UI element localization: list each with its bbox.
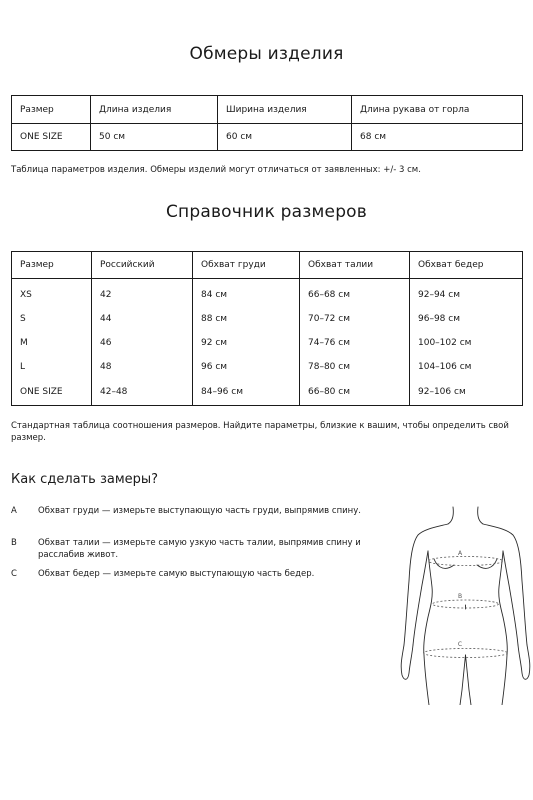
header-cell: Обхват бедер xyxy=(410,252,523,279)
product-measurements-title: Обмеры изделия xyxy=(189,44,344,64)
table-cell: 70–72 см xyxy=(300,307,410,331)
header-cell: Обхват груди xyxy=(193,252,300,279)
torso-left xyxy=(424,551,433,705)
product-measurements-table xyxy=(11,95,523,151)
figure-label-a: A xyxy=(457,550,463,557)
table-header-row xyxy=(12,252,523,279)
table-cell: ONE SIZE xyxy=(12,379,92,406)
table-cell: 92 см xyxy=(193,331,300,355)
measure-letter: A xyxy=(11,506,17,516)
size-guide-title: Справочник размеров xyxy=(165,202,368,222)
table-cell: 48 xyxy=(92,355,193,379)
table-row xyxy=(12,331,523,355)
left-inner-leg xyxy=(460,655,466,705)
table-cell: 96 см xyxy=(193,355,300,379)
table-header-row xyxy=(12,96,523,124)
measure-line-a xyxy=(429,557,503,566)
table-row xyxy=(12,307,523,331)
table-row xyxy=(12,355,523,379)
table-cell: 92–94 см xyxy=(410,279,523,308)
measure-letter: B xyxy=(11,538,17,548)
measure-text: Обхват талии — измерьте самую узкую часть талии, выпрямив спину и расслабив живот. xyxy=(38,538,361,560)
torso-right xyxy=(499,551,508,705)
header-cell: Ширина изделия xyxy=(218,96,352,124)
table-cell: 68 см xyxy=(352,124,523,151)
body-outline-figure xyxy=(398,505,533,705)
table-cell: 74–76 см xyxy=(300,331,410,355)
table-cell: 60 см xyxy=(218,124,352,151)
measure-text: Обхват бедер — измерьте самую выступающую часть бедер. xyxy=(38,569,315,579)
table-cell: 78–80 см xyxy=(300,355,410,379)
table-cell: 50 см xyxy=(91,124,218,151)
table-cell: 104–106 см xyxy=(410,355,523,379)
table-cell: L xyxy=(12,355,92,379)
measure-text: Обхват груди — измерьте выступающую часть груди, выпрямив спину. xyxy=(38,506,361,516)
table-cell: XS xyxy=(12,279,92,308)
chest-left-curve xyxy=(434,559,454,568)
header-cell: Российский xyxy=(92,252,193,279)
header-cell: Размер xyxy=(12,252,92,279)
size-guide-table xyxy=(11,251,523,406)
table-cell: 84 см xyxy=(193,279,300,308)
table-cell: 96–98 см xyxy=(410,307,523,331)
figure-label-b: B xyxy=(457,593,463,600)
header-cell: Длина рукава от горла xyxy=(352,96,523,124)
table-cell: 84–96 см xyxy=(193,379,300,406)
header-cell: Размер xyxy=(12,96,91,124)
table-cell: 46 xyxy=(92,331,193,355)
header-cell: Обхват талии xyxy=(300,252,410,279)
product-measurements-note: Таблица параметров изделия. Обмеры изделий могут отличаться от заявленных: +/- 3 см. xyxy=(11,165,421,175)
right-inner-leg xyxy=(466,655,472,705)
table-cell: 100–102 см xyxy=(410,331,523,355)
table-row xyxy=(12,279,523,308)
how-to-measure-title: Как сделать замеры? xyxy=(11,472,159,487)
measure-letter: C xyxy=(11,569,17,579)
table-row xyxy=(12,124,523,151)
header-cell: Длина изделия xyxy=(91,96,218,124)
table-cell: 42 xyxy=(92,279,193,308)
table-cell: M xyxy=(12,331,92,355)
table-cell: 92–106 см xyxy=(410,379,523,406)
figure-label-c: C xyxy=(457,641,463,648)
size-guide-note: Стандартная таблица соотношения размеров. Найдите параметры, близкие к вашим, чтобы определить свой размер. xyxy=(11,421,509,443)
neck-left-line xyxy=(448,507,453,524)
table-cell: 44 xyxy=(92,307,193,331)
table-cell: 88 см xyxy=(193,307,300,331)
table-cell: 42–48 xyxy=(92,379,193,406)
table-row xyxy=(12,379,523,406)
neck-right-line xyxy=(478,507,483,524)
table-cell: 66–80 см xyxy=(300,379,410,406)
table-cell: 66–68 см xyxy=(300,279,410,308)
table-cell: ONE SIZE xyxy=(12,124,91,151)
table-cell: S xyxy=(12,307,92,331)
